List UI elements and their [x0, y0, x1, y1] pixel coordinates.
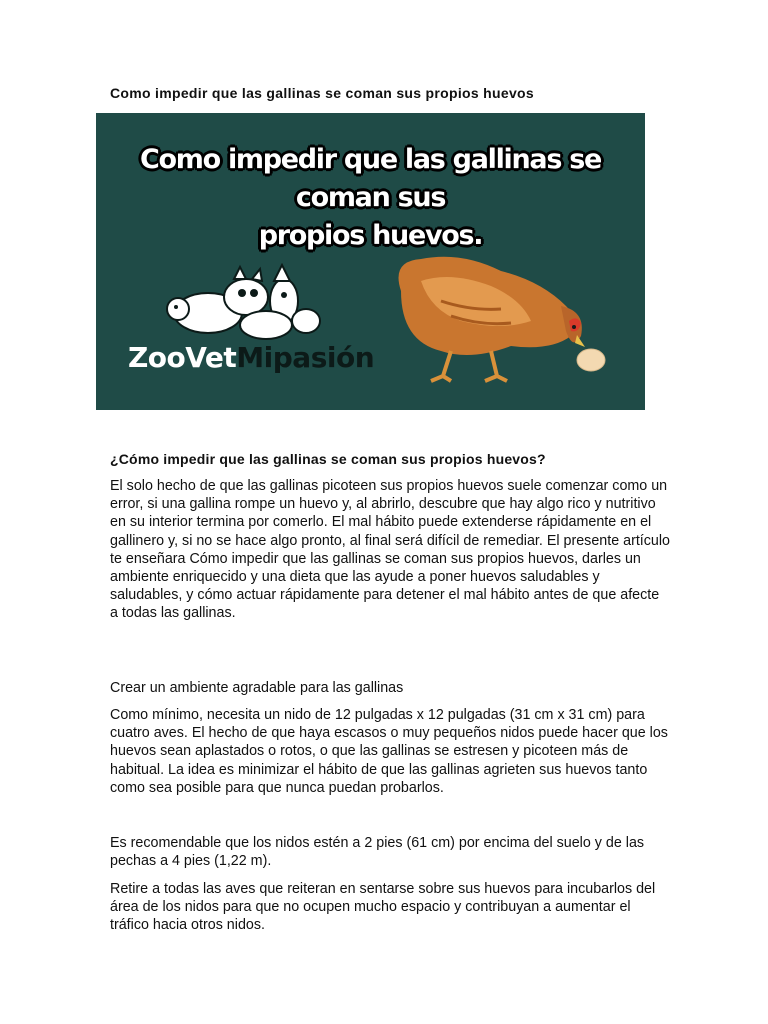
hen-icon [381, 251, 631, 391]
paragraph-nest-height: Es recomendable que los nidos estén a 2 pies (61 cm) por encima del suelo y de las pechas a 4 pies (1,22 m). [110, 835, 645, 870]
banner-heading [96, 141, 645, 255]
paragraph-subheading: Crear un ambiente agradable para las gallinas [110, 680, 404, 696]
paragraph-remove-birds: Retire a todas las aves que reiteran en sentarse sobre sus huevos para incubarlos del área de los nidos para que no ocupen mucho espacio y contribuyan a aumentar el tráfico hacia otros nidos. [110, 881, 656, 934]
banner-heading-line2: propios huevos. [258, 220, 483, 251]
paragraph-intro: El solo hecho de que las gallinas picoteen sus propios huevos suele comenzar como un error, si una gallina rompe un huevo y, al abrirlo, descubre que hay algo rico y nutritivo en su interior termina por comerlo. El mal hábito puede extenderse rápidamente en el gallinero y, si no se hace algo pronto, al final será difícil de remediar. El presente artículo te enseñara Cómo impedir que las gallinas se coman sus propios huevos, darles un ambiente enriquecido y una dieta que las ayude a poner huevos saludables y saludables, y cómo actuar rápidamente para detener el mal hábito antes de que afecte a todas las gallinas. [110, 478, 671, 622]
logo-text-part1: ZooVet [128, 341, 237, 374]
banner-heading-line1: Como impedir que las gallinas se coman sus [140, 144, 601, 213]
document-title: Como impedir que las gallinas se coman sus propios huevos [110, 85, 534, 101]
farm-animals-logo-icon [156, 263, 326, 343]
paragraph-nest-size: Como mínimo, necesita un nido de 12 pulgadas x 12 pulgadas (31 cm x 31 cm) para cuatro aves. El hecho de que haya escasos o muy pequeños nidos puede hacer que los huevos sean aplastados o rotos, o que las gallinas se estresen y picoteen más de habitual. La idea es minimizar el hábito de que las gallinas agrieten sus huevos tanto como sea posible para que nunca puedan probarlos. [110, 707, 668, 796]
section-heading: ¿Cómo impedir que las gallinas se coman sus propios huevos? [110, 451, 546, 467]
zoovet-logo [128, 341, 374, 374]
logo-text-part2: Mipasión [236, 341, 375, 374]
banner-image [96, 113, 645, 410]
